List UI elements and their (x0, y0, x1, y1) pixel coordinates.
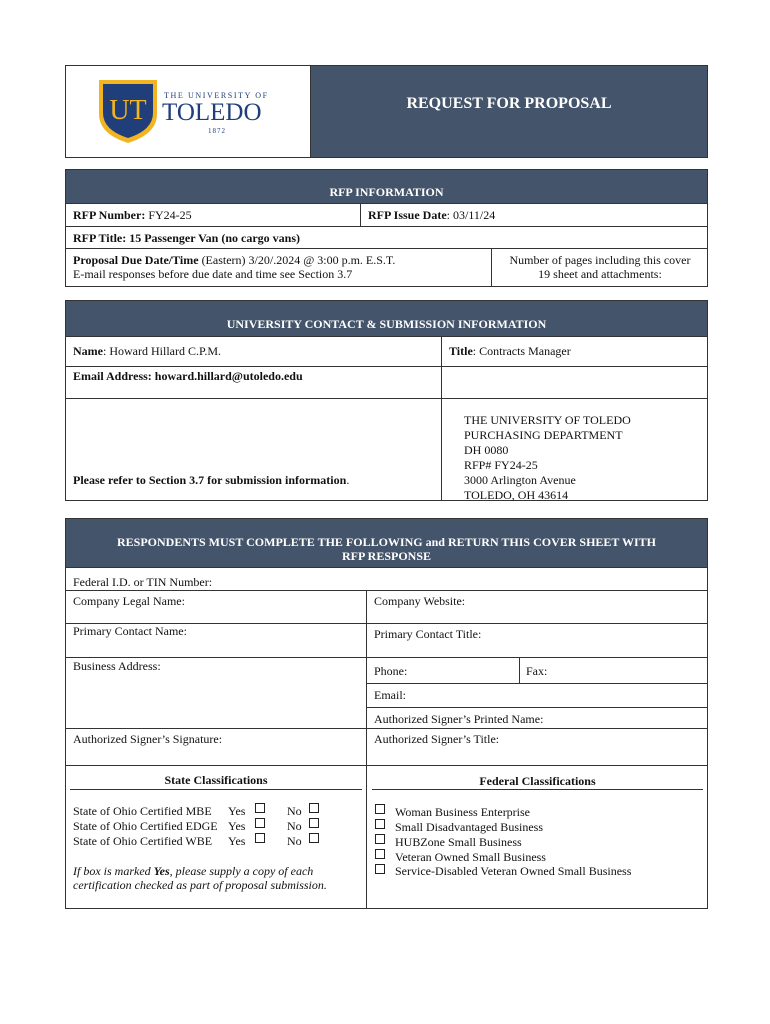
federal-sdb-checkbox[interactable] (375, 819, 385, 829)
address-line-6: TOLEDO, OH 43614 (464, 488, 569, 502)
primary-title-field[interactable]: Primary Contact Title: (374, 627, 482, 641)
contact-title: Title: Contracts Manager (449, 344, 571, 358)
address-line-4: RFP# FY24-25 (464, 458, 538, 472)
certification-note-line2: certification checked as part of proposal submission. (73, 878, 327, 892)
respondents-heading-line1: RESPONDENTS MUST COMPLETE THE FOLLOWING and RETURN THIS COVER SHEET WITH (116, 535, 657, 549)
federal-wbe-label: Woman Business Enterprise (395, 805, 531, 819)
rfp-issue-date: RFP Issue Date: 03/11/24 (368, 208, 496, 222)
signer-title-field[interactable]: Authorized Signer’s Title: (374, 732, 500, 746)
state-mbe-no-checkbox[interactable] (309, 803, 319, 813)
federal-wbe-checkbox[interactable] (375, 804, 385, 814)
university-line: THE UNIVERSITY OF (164, 91, 269, 100)
pages-count-line2: 19 sheet and attachments: (538, 267, 662, 281)
respondents-heading-line2: RFP RESPONSE (341, 549, 431, 563)
state-edge-yes: Yes (228, 819, 246, 833)
rfp-title: RFP Title: 15 Passenger Van (no cargo vans) (73, 231, 301, 245)
address-line-1: THE UNIVERSITY OF TOLEDO (464, 413, 631, 427)
printed-name-field[interactable]: Authorized Signer’s Printed Name: (374, 712, 544, 726)
pages-count-line1: Number of pages including this cover (509, 253, 691, 267)
toledo-wordmark: TOLEDO (162, 99, 262, 126)
federal-veteran-checkbox[interactable] (375, 849, 385, 859)
address-line-3: DH 0080 (464, 443, 509, 457)
state-mbe-no: No (287, 804, 302, 818)
state-mbe-yes-checkbox[interactable] (255, 803, 265, 813)
state-wbe-no-checkbox[interactable] (309, 833, 319, 843)
state-mbe-yes: Yes (228, 804, 246, 818)
certification-note-line1: If box is marked Yes, please supply a copy of each (73, 864, 314, 878)
state-edge-yes-checkbox[interactable] (255, 818, 265, 828)
state-edge-label: State of Ohio Certified EDGE (73, 819, 218, 833)
website-field[interactable]: Company Website: (374, 594, 466, 608)
signature-field[interactable]: Authorized Signer’s Signature: (73, 732, 223, 746)
federal-hubzone-label: HUBZone Small Business (395, 835, 522, 849)
contact-name: Name: Howard Hillard C.P.M. (73, 344, 221, 358)
state-wbe-no: No (287, 834, 302, 848)
founding-year: 1872 (208, 127, 226, 135)
proposal-due: Proposal Due Date/Time (Eastern) 3/20/.2024 @ 3:00 p.m. E.S.T. (73, 253, 396, 267)
federal-veteran-label: Veteran Owned Small Business (395, 850, 546, 864)
federal-id-field[interactable]: Federal I.D. or TIN Number: (73, 575, 213, 589)
state-edge-no: No (287, 819, 302, 833)
federal-sdvosb-checkbox[interactable] (375, 864, 385, 874)
primary-contact-field[interactable]: Primary Contact Name: (73, 624, 187, 638)
state-mbe-label: State of Ohio Certified MBE (73, 804, 212, 818)
fax-field[interactable]: Fax: (526, 664, 548, 678)
state-edge-no-checkbox[interactable] (309, 818, 319, 828)
email-field[interactable]: Email: (374, 688, 406, 702)
address-line-5: 3000 Arlington Avenue (464, 473, 576, 487)
rfp-number: RFP Number: FY24-25 (73, 208, 192, 222)
phone-field[interactable]: Phone: (374, 664, 408, 678)
svg-text:UT: UT (109, 95, 147, 126)
business-address-field[interactable]: Business Address: (73, 659, 161, 673)
contact-heading: UNIVERSITY CONTACT & SUBMISSION INFORMATION (226, 317, 547, 331)
state-heading: State Classifications (164, 773, 268, 787)
state-wbe-yes-checkbox[interactable] (255, 833, 265, 843)
state-wbe-yes: Yes (228, 834, 246, 848)
address-line-2: PURCHASING DEPARTMENT (464, 428, 623, 442)
contact-email: Email Address: howard.hillard@utoledo.edu (73, 369, 303, 383)
email-note: E-mail responses before due date and time see Section 3.7 (73, 267, 353, 281)
submission-note: Please refer to Section 3.7 for submission information. (73, 473, 350, 487)
federal-heading: Federal Classifications (479, 774, 596, 788)
federal-hubzone-checkbox[interactable] (375, 834, 385, 844)
federal-sdb-label: Small Disadvantaged Business (395, 820, 543, 834)
legal-name-field[interactable]: Company Legal Name: (73, 594, 185, 608)
federal-sdvosb-label: Service-Disabled Veteran Owned Small Business (395, 864, 632, 878)
page-title: REQUEST FOR PROPOSAL (406, 95, 612, 112)
state-wbe-label: State of Ohio Certified WBE (73, 834, 213, 848)
rfp-info-heading: RFP INFORMATION (329, 185, 444, 199)
